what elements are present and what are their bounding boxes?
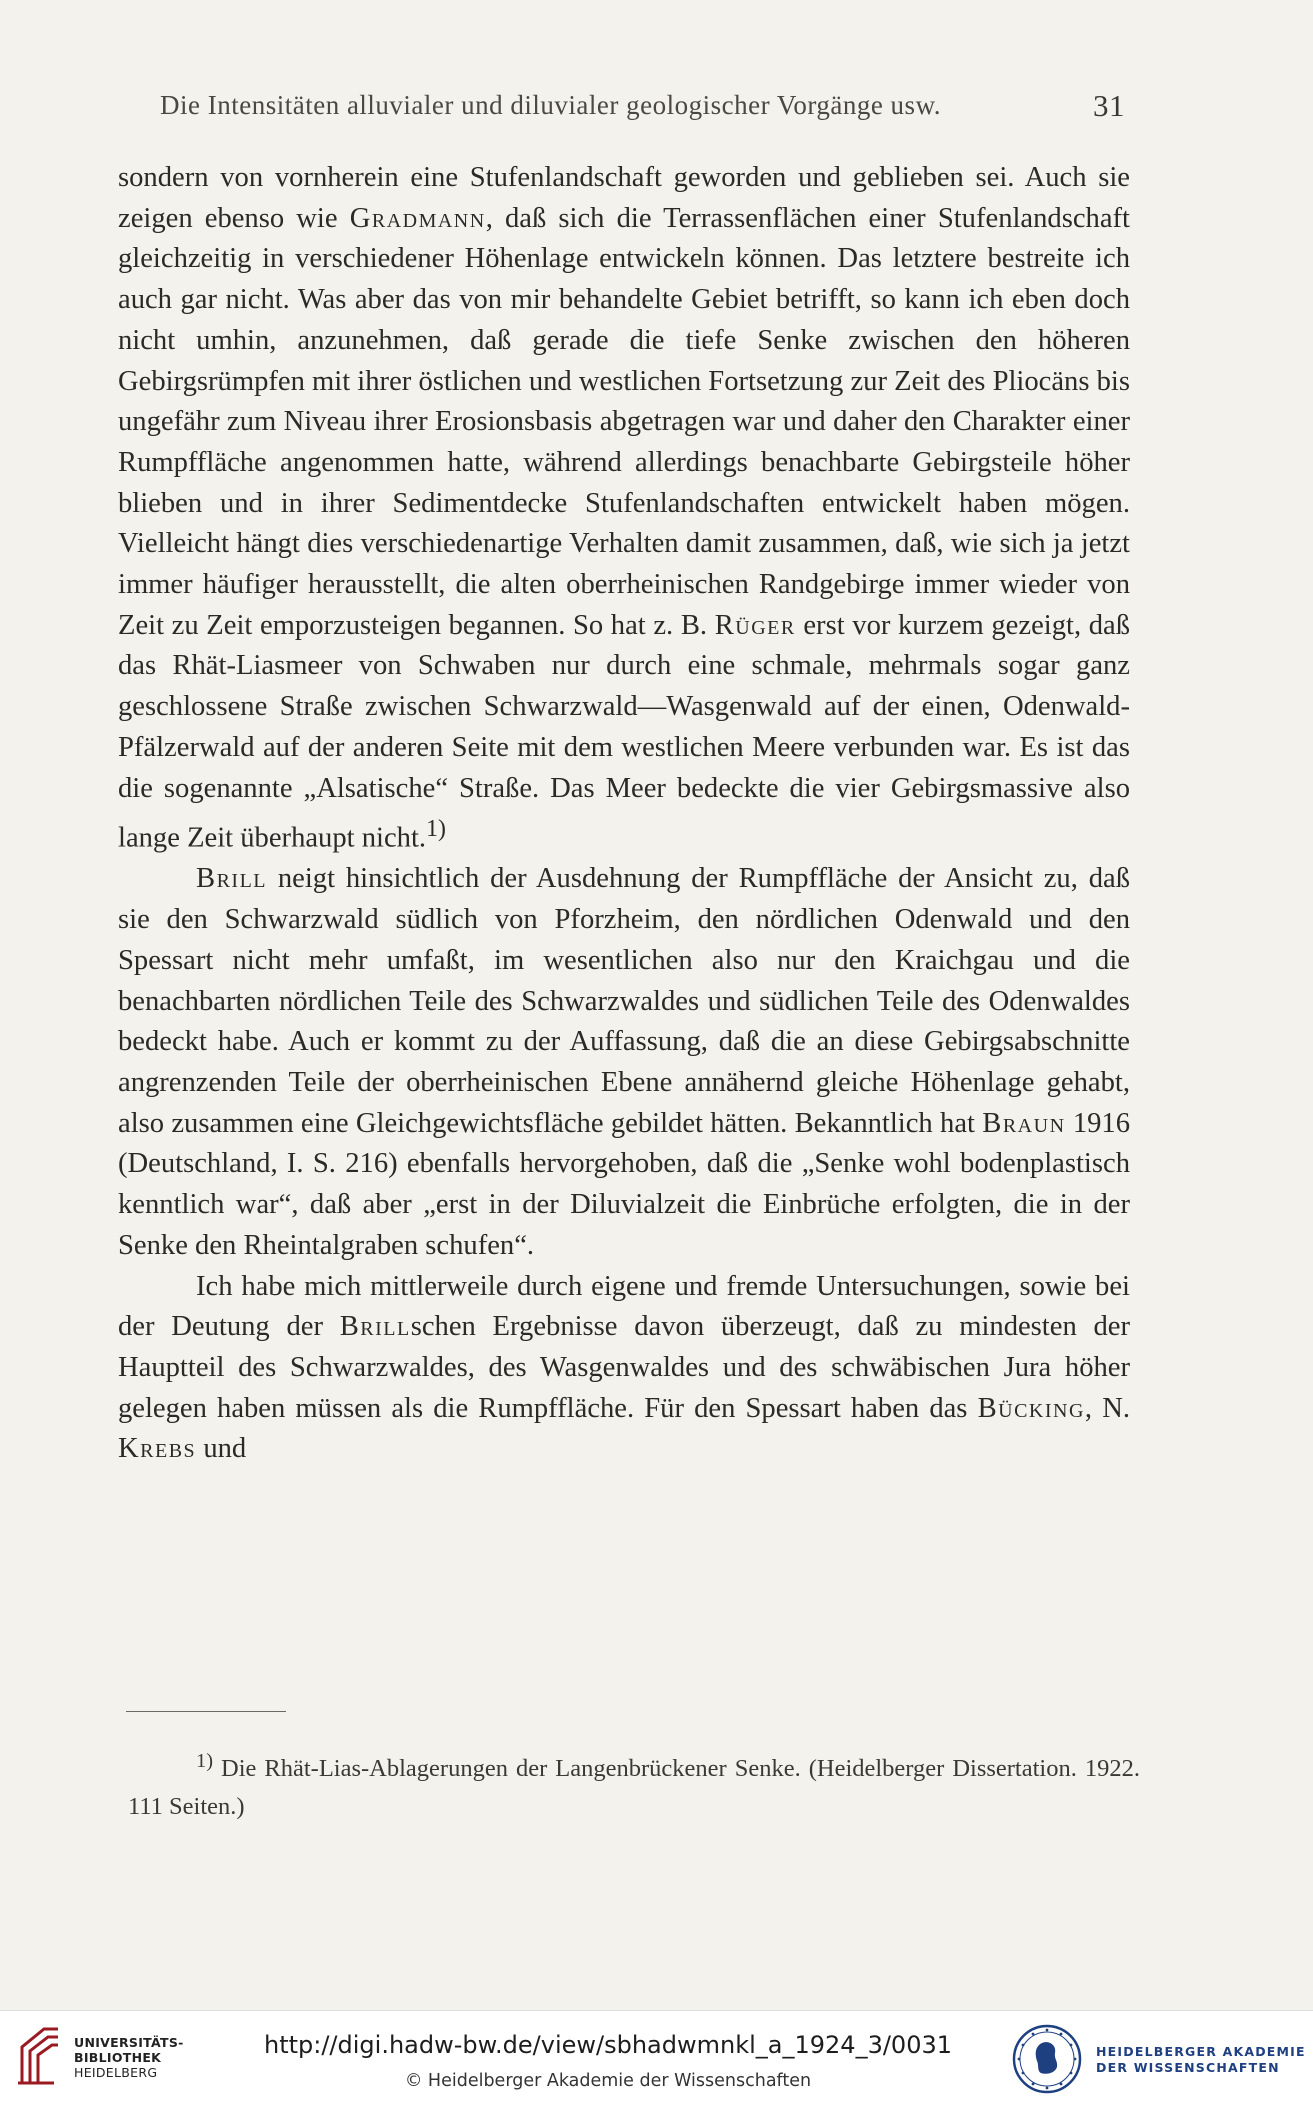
academy-seal-icon — [1011, 2023, 1083, 2095]
author-name: Braun — [982, 1107, 1066, 1139]
footnote-divider — [126, 1711, 286, 1712]
academy-line-1: HEIDELBERGER AKADEMIE — [1096, 2044, 1306, 2059]
author-name: Brill — [196, 863, 268, 895]
footnote-reference: 1) — [426, 816, 446, 843]
academy-line-2: DER WISSENSCHAFTEN — [1096, 2060, 1280, 2075]
copyright-notice: © Heidelberger Akademie der Wissenschaften — [404, 2071, 812, 2091]
body-paragraph — [118, 158, 1130, 859]
body-paragraph — [118, 1267, 1130, 1471]
page-number: 31 — [1093, 88, 1125, 123]
text-run: Ich habe mich mittlerweile durch eigene und fremde Untersuchungen, sowie bei der Deutung der — [118, 1270, 1130, 1343]
body-text — [118, 158, 1130, 1470]
academy-wordmark — [1096, 2044, 1306, 2076]
university-library-wordmark — [74, 2035, 184, 2080]
text-run: , N. — [1084, 1392, 1130, 1424]
library-line-1: UNIVERSITÄTS- — [74, 2035, 184, 2050]
university-library-logo-icon — [14, 2025, 66, 2087]
text-run: und — [196, 1433, 247, 1465]
author-name: Bücking — [977, 1392, 1085, 1424]
author-name: Brill — [339, 1311, 411, 1343]
text-run: neigt hinsichtlich der Ausdehnung der Rumpffläche der Ansicht zu, daß sie den Schwarzwald südlich von Pforzheim, den nördlichen Odenwald und den Spessart nicht mehr umfaßt, im wesentlichen also nur den Kraichgau und die benachbarten nördlichen Teile des Schwarzwaldes und südlichen Teile des Odenwaldes bedeckt habe. Auch er kommt zu der Auffassung, daß die an diese Gebirgsabschnitte angrenzenden Teile der oberrheinischen Ebene annähernd gleiche Höhenlage gehabt, also zusammen eine Gleichgewichtsfläche gebildet hätten. Bekanntlich hat — [118, 863, 1130, 1139]
text-run: 1916 (Deutschland, I. S. 216) ebenfalls hervorgehoben, daß die „Senke wohl bodenplastisch kenntlich war“, daß aber „erst in der Diluvialzeit die Einbrüche erfolgten, die in der Senke den Rheintalgraben schufen“. — [118, 1107, 1131, 1261]
footnote-paragraph — [128, 1742, 1140, 1826]
author-name: Gradmann — [349, 202, 486, 234]
text-run: schen Ergebnisse davon überzeugt, daß zu mindesten der Hauptteil des Schwarzwaldes, des Wasgenwaldes und des schwäbischen Jura höher gelegen haben müssen als die Rumpffläche. Für den Spessart haben das — [118, 1311, 1130, 1424]
body-paragraph — [118, 859, 1130, 1266]
viewer-footer — [0, 2010, 1313, 2107]
text-run: , daß sich die Terrassenflächen einer Stufenlandschaft gleichzeitig in verschiedener Höhenlage entwickeln können. Das letztere bestreite ich auch gar nicht. Was aber das von mir behandelte Gebiet betrifft, so kann ich eben doch nicht umhin, anzunehmen, daß gerade die tiefe Senke zwischen den höheren Gebirgsrümpfen mit ihrer östlichen und westlichen Fortsetzung zur Zeit des Pliocäns bis ungefähr zum Niveau ihrer Erosionsbasis abgetragen war und daher den Charakter einer Rumpffläche angenommen hatte, während allerdings benachbarte Gebirgsteile höher blieben und in ihrer Sedimentdecke Stufenlandschaften entwickelt haben mögen. Vielleicht hängt dies verschiedenartige Verhalten damit zusammen, daß, wie sich ja jetzt immer häufiger herausstellt, die alten oberrheinischen Randgebirge immer wieder von Zeit zu Zeit emporzusteigen begannen. So hat z. B. — [118, 202, 1130, 641]
text-run: erst vor kurzem gezeigt, daß das Rhät-Liasmeer von Schwaben nur durch eine schmale, mehrmals sogar ganz geschlossene Straße zwischen Schwarzwald—Wasgenwald auf der einen, Odenwald-Pfälzerwald auf der anderen Seite mit dem westlichen Meere verbunden war. Es ist das die sogenannte „Alsatische“ Straße. Das Meer bedeckte die vier Gebirgsmassive also lange Zeit überhaupt nicht. — [118, 609, 1131, 854]
permalink-url[interactable]: http://digi.hadw-bw.de/view/sbhadwmnkl_a_1924_3/0031 — [263, 2031, 953, 2059]
author-name: Krebs — [118, 1433, 197, 1465]
running-head-title: Die Intensitäten alluvialer und diluvialer geologischer Vorgänge usw. — [160, 90, 942, 120]
author-name: Rüger — [714, 609, 796, 641]
running-head — [160, 90, 1125, 121]
text-run: sondern von vornherein eine Stufenlandschaft geworden und geblieben sei. Auch sie zeigen ebenso wie — [118, 162, 1130, 234]
library-line-3: HEIDELBERG — [74, 2065, 158, 2080]
footnote-text: Die Rhät-Lias-Ablagerungen der Langenbrückener Senke. (Heidelberger Dissertation. 1922. 111 Seiten.) — [128, 1755, 1140, 1821]
footnote — [128, 1742, 1140, 1826]
footnote-marker: 1) — [196, 1750, 213, 1772]
library-line-2: BIBLIOTHEK — [74, 2050, 162, 2065]
